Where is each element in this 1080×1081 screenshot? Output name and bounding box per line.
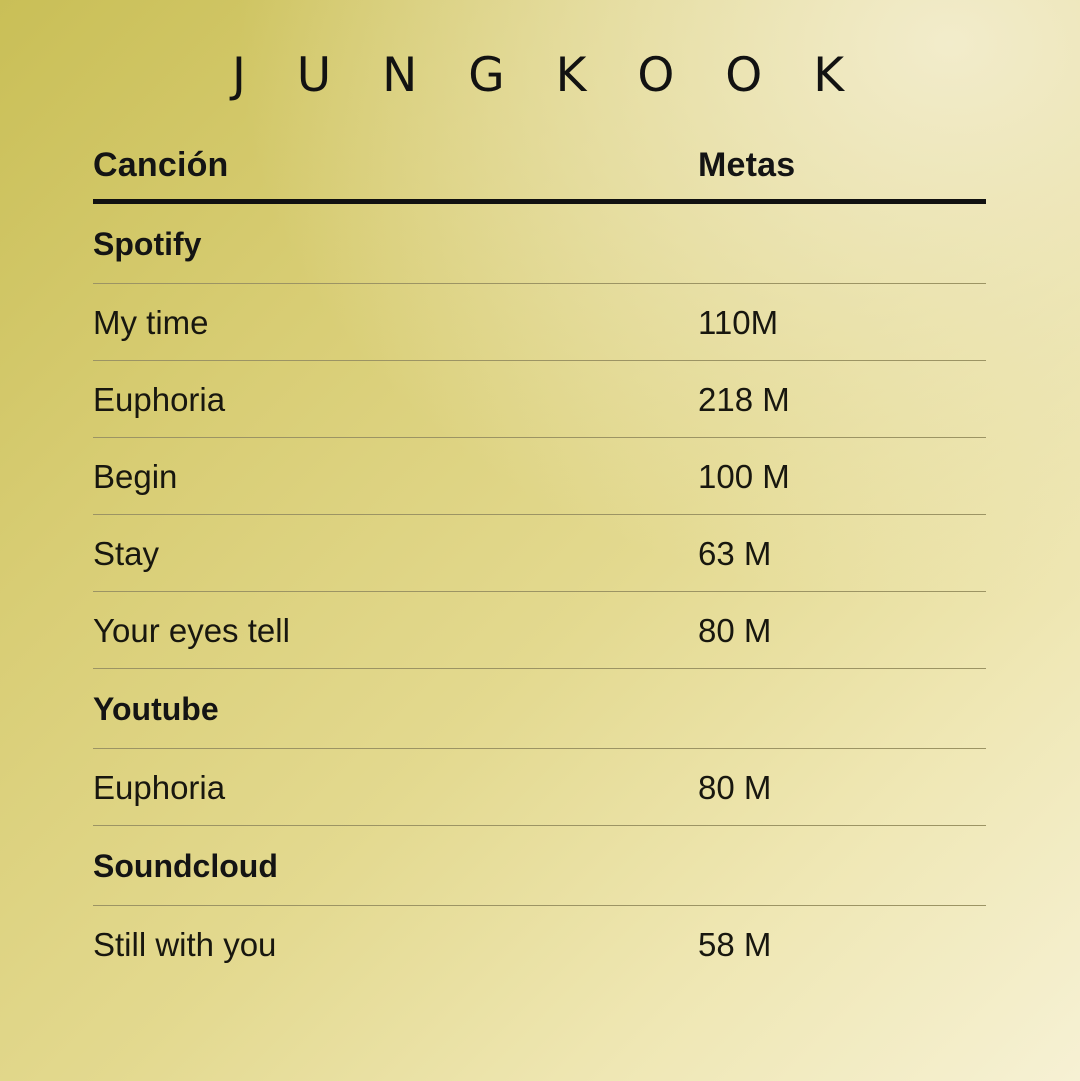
column-header-song: Canción [93, 146, 229, 184]
table-row [93, 361, 986, 438]
cell-goal: 100 M [698, 458, 790, 495]
cell-song: Stay [93, 535, 160, 572]
cell-goal: 80 M [698, 769, 772, 806]
table-row [93, 749, 986, 826]
table-row [93, 284, 986, 361]
cell-goal: 218 M [698, 381, 790, 418]
cell-goal: 63 M [698, 535, 772, 572]
section-header-soundcloud [93, 826, 986, 906]
section-label: Youtube [93, 691, 219, 727]
section-label: Soundcloud [93, 848, 278, 884]
goals-table [93, 146, 986, 982]
cell-song: Euphoria [93, 769, 226, 806]
page-title: J U N G K O O K [231, 48, 863, 103]
cell-song: Still with you [93, 926, 277, 963]
column-header-goal: Metas [698, 146, 796, 184]
section-header-spotify [93, 204, 986, 284]
cell-song: Your eyes tell [93, 612, 290, 649]
cell-song: Begin [93, 458, 178, 495]
table-row [93, 906, 986, 982]
cell-goal: 58 M [698, 926, 772, 963]
table-row [93, 438, 986, 515]
cell-song: My time [93, 304, 209, 341]
cell-goal: 80 M [698, 612, 772, 649]
cell-goal: 110M [698, 304, 779, 341]
table-row [93, 515, 986, 592]
cell-song: Euphoria [93, 381, 226, 418]
table-row [93, 592, 986, 669]
table-header-row [93, 146, 986, 204]
section-label: Spotify [93, 226, 202, 262]
section-header-youtube [93, 669, 986, 749]
